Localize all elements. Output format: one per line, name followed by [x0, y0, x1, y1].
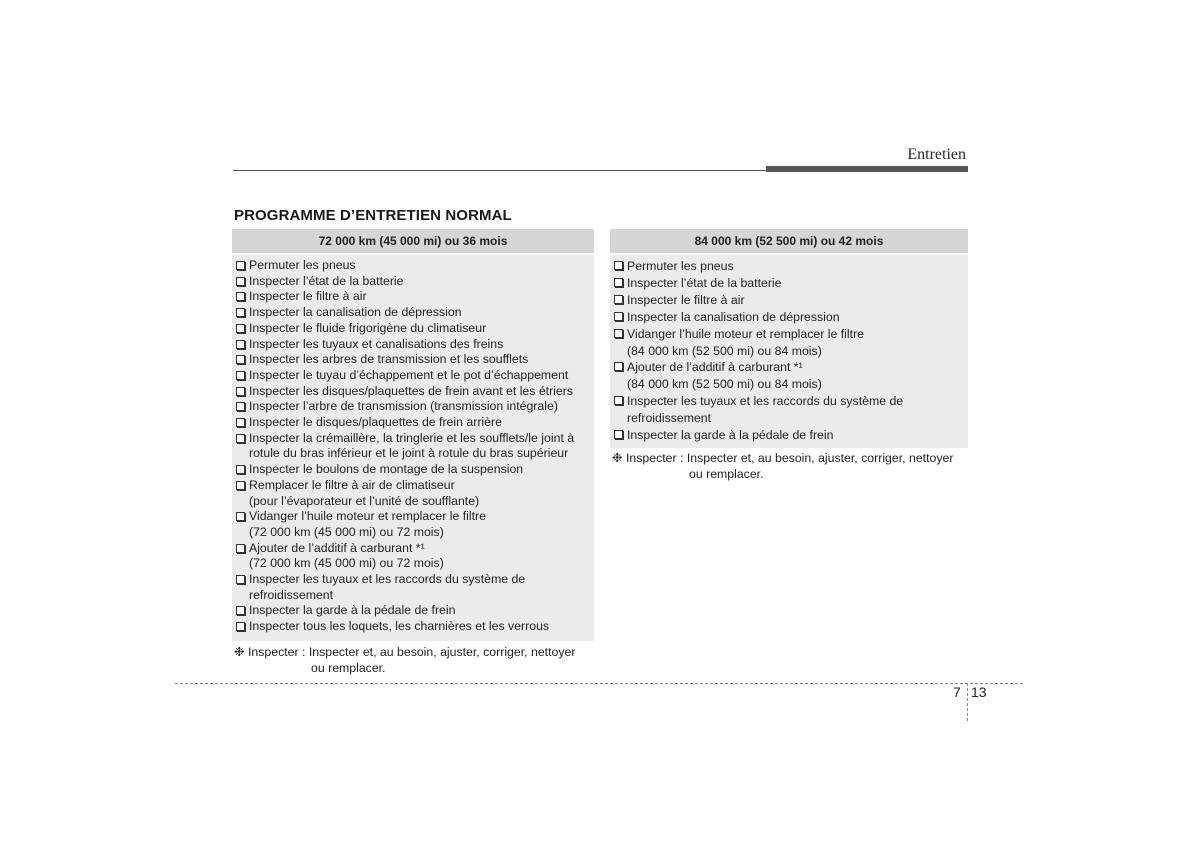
- checklist-item-text: Inspecter les arbres de transmission et les soufflets: [249, 352, 529, 367]
- footnote-symbol-icon: ❉: [612, 451, 623, 465]
- footer-dashed-rule: [175, 683, 1023, 684]
- checkbox-icon: [614, 312, 623, 321]
- checklist-item-text: Remplacer le filtre à air de climatiseur: [249, 477, 455, 492]
- checklist-item-text: Vidanger l’huile moteur et remplacer le filtre: [249, 509, 486, 524]
- checklist-item: [236, 603, 594, 619]
- checkbox-icon: [236, 261, 245, 270]
- checkbox-icon: [236, 465, 245, 474]
- checklist-item: [236, 478, 594, 509]
- checklist-item-text: Inspecter l’état de la batterie: [249, 273, 404, 288]
- checklist-item: [236, 368, 594, 384]
- checkbox-icon: [614, 295, 623, 304]
- footnote-text: Inspecter : Inspecter et, au besoin, ajuster, corriger, nettoyer: [626, 451, 954, 465]
- checklist-item-text: Inspecter le fluide frigorigène du climatiseur: [249, 320, 487, 335]
- checklist-item: [236, 572, 594, 603]
- checklist-item: [236, 462, 594, 478]
- checkbox-icon: [236, 387, 245, 396]
- checkbox-icon: [236, 340, 245, 349]
- checklist-item-text: Inspecter la crémaillère, la tringlerie et les soufflets/le joint à: [249, 430, 575, 445]
- checklist-item: [236, 415, 594, 431]
- checkbox-icon: [236, 575, 245, 584]
- checklist-item-continuation: (84 000 km (52 500 mi) ou 84 mois): [627, 343, 822, 358]
- checkbox-icon: [614, 362, 623, 371]
- checklist-item-continuation: rotule du bras inférieur et le joint à rotule du bras supérieur: [249, 446, 569, 461]
- header-bar: [766, 166, 968, 172]
- checklist-item: [236, 274, 594, 290]
- checkbox-icon: [236, 402, 245, 411]
- checklist-item-text: Inspecter le tuyau d’échappement et le pot d’échappement: [249, 367, 569, 382]
- checklist-item-text: Ajouter de l’additif à carburant *¹: [249, 540, 425, 555]
- checklist-item: [236, 321, 594, 337]
- checklist-item-text: Inspecter tous les loquets, les charnières et les verrous: [249, 619, 550, 634]
- checkbox-icon: [236, 418, 245, 427]
- checklist-item: [614, 393, 968, 427]
- checklist-item-text: Ajouter de l’additif à carburant *¹: [627, 360, 803, 375]
- checklist-item: [614, 359, 968, 393]
- checklist-item-continuation: (72 000 km (45 000 mi) ou 72 mois): [249, 524, 444, 539]
- page-number: 13: [971, 684, 987, 700]
- footnote-symbol-icon: ❉: [234, 645, 245, 659]
- checklist-item-continuation: refroidissement: [249, 587, 334, 602]
- checklist-item: [236, 384, 594, 400]
- checklist-item-text: Inspecter les tuyaux et les raccords du système de: [627, 394, 904, 409]
- maintenance-panel-84000: [610, 229, 968, 448]
- checklist-item: [614, 309, 968, 326]
- checklist-item-text: Inspecter la garde à la pédale de frein: [627, 428, 834, 443]
- checkbox-icon: [236, 277, 245, 286]
- checkbox-icon: [236, 292, 245, 301]
- checkbox-icon: [236, 606, 245, 615]
- checklist-item: [614, 275, 968, 292]
- footer-vertical-rule: [967, 683, 968, 721]
- checkbox-icon: [236, 544, 245, 553]
- checklist-item: [614, 292, 968, 309]
- checklist-item-text: Inspecter le disques/plaquettes de frein arrière: [249, 415, 502, 430]
- checklist-item: [614, 427, 968, 444]
- checklist-item: [236, 541, 594, 572]
- page-chapter: 7: [953, 684, 961, 700]
- panel-item-list: [232, 255, 594, 641]
- checklist-item: [236, 399, 594, 415]
- checklist-item-text: Inspecter l’état de la batterie: [627, 275, 782, 290]
- checkbox-icon: [614, 278, 623, 287]
- checklist-item-text: Inspecter le filtre à air: [627, 292, 745, 307]
- checklist-item-continuation: refroidissement: [627, 411, 712, 426]
- maintenance-panel-72000: [232, 229, 594, 641]
- panel-item-list: [610, 255, 968, 448]
- checklist-item: [236, 619, 594, 635]
- footnote-continuation: ou remplacer.: [689, 466, 764, 481]
- panel-heading: 72 000 km (45 000 mi) ou 36 mois: [232, 229, 594, 253]
- checklist-item-text: Inspecter le filtre à air: [249, 289, 367, 304]
- checkbox-icon: [236, 324, 245, 333]
- checklist-item: [614, 326, 968, 360]
- checklist-item: [236, 305, 594, 321]
- checklist-item-text: Inspecter l’arbre de transmission (transmission intégrale): [249, 399, 558, 414]
- checklist-item-text: Permuter les pneus: [249, 258, 356, 272]
- checklist-item-continuation: (72 000 km (45 000 mi) ou 72 mois): [249, 556, 444, 571]
- section-title: PROGRAMME D’ENTRETIEN NORMAL: [234, 207, 512, 224]
- checklist-item: [236, 431, 594, 462]
- checklist-item: [236, 352, 594, 368]
- panel-heading: 84 000 km (52 500 mi) ou 42 mois: [610, 229, 968, 253]
- checklist-item-text: Inspecter les tuyaux et les raccords du système de: [249, 572, 526, 587]
- checklist-item: [236, 258, 594, 274]
- checklist-item-text: Vidanger l’huile moteur et remplacer le filtre: [627, 326, 864, 341]
- checklist-item: [236, 289, 594, 305]
- checklist-item: [236, 337, 594, 353]
- checklist-item-text: Inspecter la canalisation de dépression: [249, 305, 462, 320]
- footnote-continuation: ou remplacer.: [311, 660, 386, 675]
- inspect-footnote: [234, 645, 599, 676]
- checkbox-icon: [236, 512, 245, 521]
- checkbox-icon: [614, 430, 623, 439]
- header-title: Entretien: [907, 146, 966, 163]
- checkbox-icon: [236, 622, 245, 631]
- header-rule: [233, 170, 766, 171]
- checkbox-icon: [236, 308, 245, 317]
- checklist-item-text: Inspecter les disques/plaquettes de frein avant et les étriers: [249, 383, 574, 398]
- checklist-item-text: Inspecter la garde à la pédale de frein: [249, 603, 456, 618]
- checklist-item-continuation: (pour l’évaporateur et l’unité de soufflante): [249, 493, 480, 508]
- checkbox-icon: [236, 434, 245, 443]
- checklist-item: [236, 509, 594, 540]
- checklist-item-text: Inspecter les tuyaux et canalisations des freins: [249, 336, 504, 351]
- checklist-item-text: Inspecter la canalisation de dépression: [627, 309, 840, 324]
- checklist-item-text: Inspecter le boulons de montage de la suspension: [249, 462, 524, 477]
- checklist-item-continuation: (84 000 km (52 500 mi) ou 84 mois): [627, 377, 822, 392]
- inspect-footnote: [612, 451, 972, 482]
- checkbox-icon: [614, 329, 623, 338]
- checklist-item-text: Permuter les pneus: [627, 259, 734, 273]
- checkbox-icon: [614, 396, 623, 405]
- checkbox-icon: [236, 481, 245, 490]
- footnote-text: Inspecter : Inspecter et, au besoin, ajuster, corriger, nettoyer: [248, 645, 576, 659]
- checkbox-icon: [614, 261, 623, 270]
- checkbox-icon: [236, 371, 245, 380]
- checkbox-icon: [236, 355, 245, 364]
- checklist-item: [614, 258, 968, 275]
